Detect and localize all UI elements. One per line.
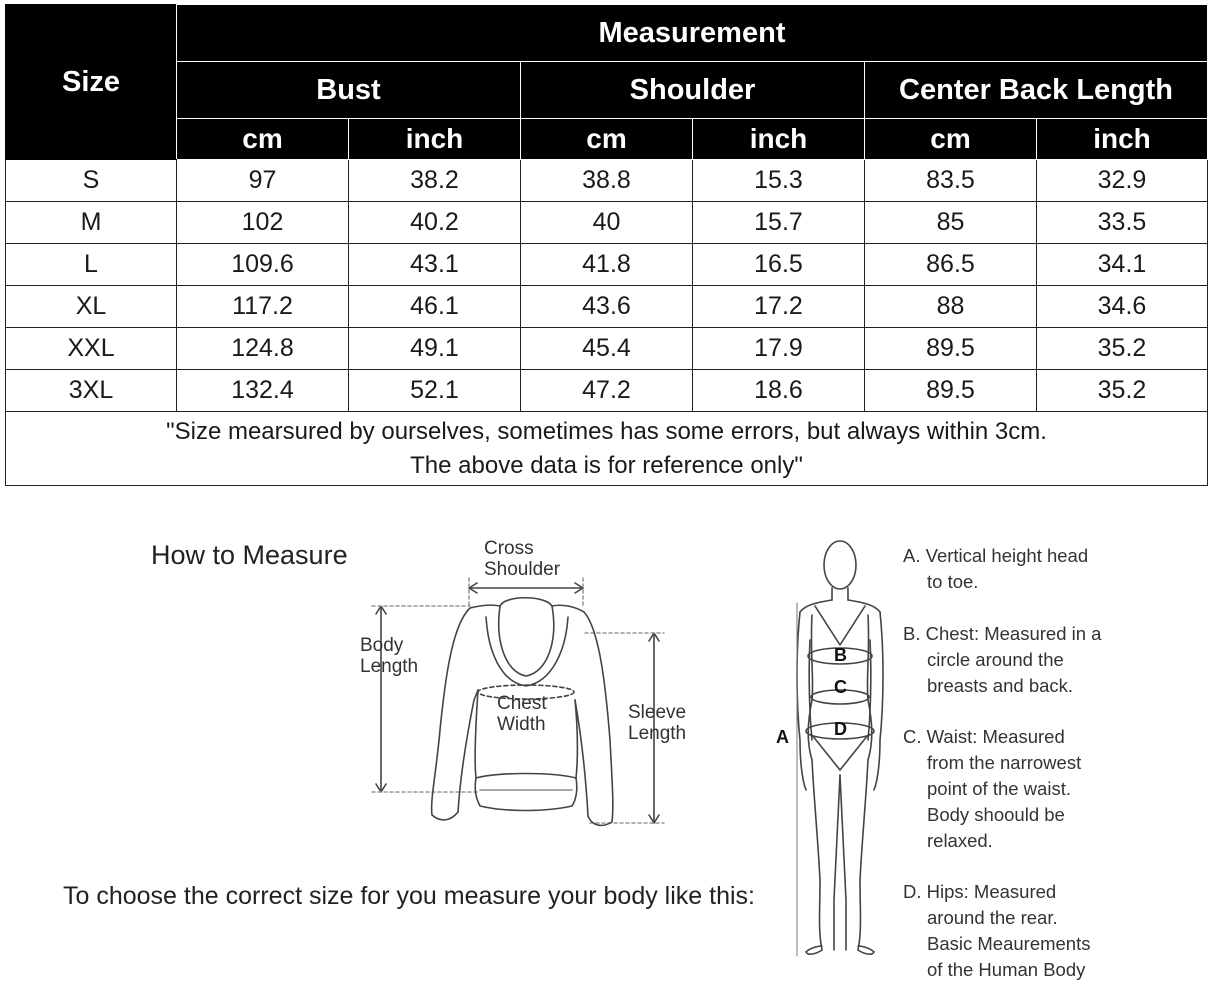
table-cell: 88 <box>865 286 1037 328</box>
table-cell: 35.2 <box>1037 328 1208 370</box>
description-a: A. Vertical height head to toe. <box>903 545 1089 592</box>
description-c: C. Waist: Measured from the narrowest point of the waist. Body shoould be relaxed. <box>903 726 1082 851</box>
table-cell: 41.8 <box>521 244 693 286</box>
label-a: A <box>776 727 789 747</box>
table-cell: 85 <box>865 202 1037 244</box>
table-cell: 17.2 <box>693 286 865 328</box>
unit-header: cm <box>177 119 349 160</box>
table-cell: 49.1 <box>349 328 521 370</box>
table-cell: 15.7 <box>693 202 865 244</box>
size-header: Size <box>6 5 177 160</box>
table-cell: 89.5 <box>865 370 1037 412</box>
unit-header: inch <box>1037 119 1208 160</box>
table-cell: 32.9 <box>1037 160 1208 202</box>
cross-shoulder-label: Cross Shoulder <box>484 538 561 580</box>
table-cell: 97 <box>177 160 349 202</box>
size-cell: M <box>6 202 177 244</box>
table-cell: 40 <box>521 202 693 244</box>
table-cell: 38.2 <box>349 160 521 202</box>
note-line: The above data is for reference only" <box>410 451 803 479</box>
chest-width-label: Chest Width <box>497 693 547 735</box>
description-b: B. Chest: Measured in a circle around the breasts and back. <box>903 623 1102 696</box>
unit-header: cm <box>865 119 1037 160</box>
unit-header: inch <box>693 119 865 160</box>
table-cell: 16.5 <box>693 244 865 286</box>
table-cell: 52.1 <box>349 370 521 412</box>
label-c: C <box>834 677 847 697</box>
table-cell: 35.2 <box>1037 370 1208 412</box>
table-cell: 89.5 <box>865 328 1037 370</box>
table-cell: 47.2 <box>521 370 693 412</box>
description-d: D. Hips: Measured around the rear. Basic Meaurements of the Human Body <box>903 881 1091 980</box>
bust-header: Bust <box>177 62 521 119</box>
body-length-label: Body Length <box>360 635 419 677</box>
unit-header: cm <box>521 119 693 160</box>
table-cell: 83.5 <box>865 160 1037 202</box>
table-cell: 43.1 <box>349 244 521 286</box>
table-cell: 117.2 <box>177 286 349 328</box>
how-to-measure-title: How to Measure <box>151 540 348 570</box>
size-cell: S <box>6 160 177 202</box>
table-cell: 15.3 <box>693 160 865 202</box>
label-b: B <box>834 645 847 665</box>
measurement-header: Measurement <box>177 5 1208 62</box>
table-cell: 43.6 <box>521 286 693 328</box>
table-cell: 34.6 <box>1037 286 1208 328</box>
size-cell: L <box>6 244 177 286</box>
table-cell: 45.4 <box>521 328 693 370</box>
table-cell: 33.5 <box>1037 202 1208 244</box>
size-cell: XXL <box>6 328 177 370</box>
table-cell: 132.4 <box>177 370 349 412</box>
center-back-length-header: Center Back Length <box>865 62 1208 119</box>
note-line: "Size mearsured by ourselves, sometimes has some errors, but always within 3cm. <box>166 417 1047 445</box>
table-cell: 86.5 <box>865 244 1037 286</box>
unit-header: inch <box>349 119 521 160</box>
table-cell: 38.8 <box>521 160 693 202</box>
size-cell: XL <box>6 286 177 328</box>
table-cell: 17.9 <box>693 328 865 370</box>
table-cell: 34.1 <box>1037 244 1208 286</box>
table-cell: 124.8 <box>177 328 349 370</box>
sleeve-length-label: Sleeve Length <box>628 702 687 744</box>
table-cell: 18.6 <box>693 370 865 412</box>
shoulder-header: Shoulder <box>521 62 865 119</box>
table-cell: 46.1 <box>349 286 521 328</box>
table-cell: 109.6 <box>177 244 349 286</box>
label-d: D <box>834 719 847 739</box>
choose-size-instruction: To choose the correct size for you measure your body like this: <box>63 882 755 910</box>
table-cell: 102 <box>177 202 349 244</box>
table-cell: 40.2 <box>349 202 521 244</box>
size-cell: 3XL <box>6 370 177 412</box>
